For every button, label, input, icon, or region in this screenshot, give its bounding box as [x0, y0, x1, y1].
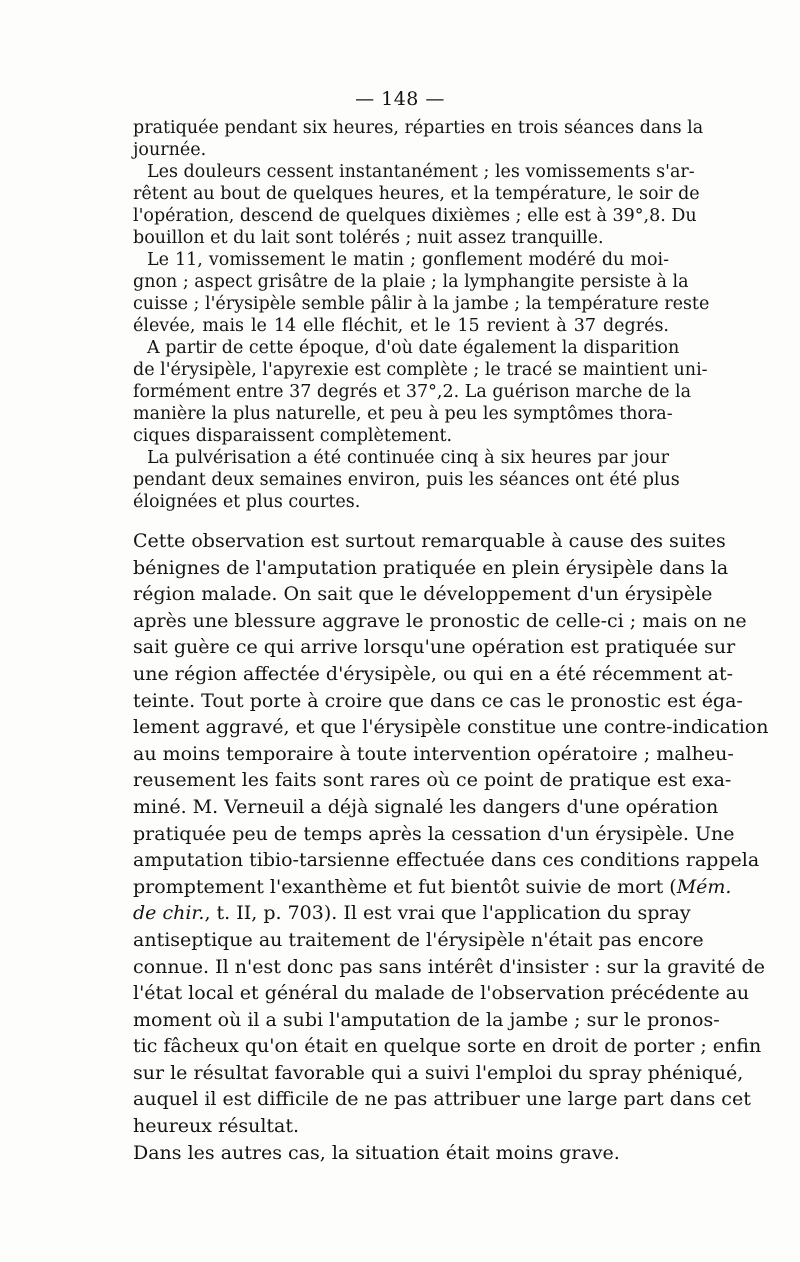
text-fragment: , t. II, p. 703). Il est vrai que l'application du spray	[204, 902, 691, 925]
text-line: l'opération, descend de quelques dixièmes ; elle est à 39°,8. Du	[133, 206, 697, 226]
text-line: La pulvérisation a été continuée cinq à six heures par jour	[147, 448, 669, 468]
text-line: auquel il est difficile de ne pas attribuer une large part dans cet	[133, 1088, 751, 1111]
text-fragment: promptement l'exanthème et fut bientôt suivie de mort (	[133, 875, 677, 898]
page-number: — 148 —	[355, 88, 445, 110]
text-line: de l'érysipèle, l'apyrexie est complète ; le tracé se maintient uni-	[133, 360, 708, 380]
text-line: rêtent au bout de quelques heures, et la température, le soir de	[133, 184, 700, 204]
text-line: A partir de cette époque, d'où date également la disparition	[147, 338, 680, 358]
text-line: pratiquée pendant six heures, réparties en trois séances dans la	[133, 118, 704, 138]
text-line: Cette observation est surtout remarquable à cause des suites	[133, 530, 726, 552]
text-line: antiseptique au traitement de l'érysipèle n'était pas encore	[133, 928, 704, 951]
text-line: Les douleurs cessent instantanément ; les vomissements s'ar-	[147, 162, 695, 182]
text-line: bouillon et du lait sont tolérés ; nuit assez tranquille.	[133, 228, 604, 248]
text-line: teinte. Tout porte à croire que dans ce cas le pronostic est éga-	[133, 689, 743, 712]
text-line: formément entre 37 degrés et 37°,2. La guérison marche de la	[133, 382, 692, 402]
text-line: tic fâcheux qu'on était en quelque sorte en droit de porter ; enfin	[133, 1035, 762, 1058]
text-line: bénignes de l'amputation pratiquée en plein érysipèle dans la	[133, 556, 729, 579]
text-line: après une blessure aggrave le pronostic de celle-ci ; mais on ne	[133, 609, 747, 632]
text-line: sur le résultat favorable qui a suivi l'emploi du spray phéniqué,	[133, 1061, 744, 1084]
reference-title-continued: de chir.	[133, 902, 205, 925]
text-line: une région affectée d'érysipèle, ou qui en a été récemment at-	[133, 662, 734, 685]
text-line: gnon ; aspect grisâtre de la plaie ; la lymphangite persiste à la	[133, 272, 689, 292]
text-line	[133, 874, 732, 901]
text-line: éloignées et plus courtes.	[133, 492, 361, 512]
text-line: lement aggravé, et que l'érysipèle constitue une contre-indication	[133, 716, 769, 739]
text-line: l'état local et général du malade de l'observation précédente au	[133, 982, 750, 1005]
text-line: élevée, mais le 14 elle fléchit, et le 15 revient à 37 degrés.	[133, 316, 669, 336]
text-line: cuisse ; l'érysipèle semble pâlir à la jambe ; la température reste	[133, 294, 710, 314]
text-line: région malade. On sait que le développement d'un érysipèle	[133, 583, 713, 606]
text-line: Le 11, vomissement le matin ; gonflement modéré du moi-	[147, 250, 669, 270]
text-line: sait guère ce qui arrive lorsqu'une opération est pratiquée sur	[133, 636, 736, 659]
text-line: connue. Il n'est donc pas sans intérêt d'insister : sur la gravité de	[133, 955, 765, 978]
text-line: moment où il a subi l'amputation de la jambe ; sur le pronos-	[133, 1008, 720, 1031]
reference-title: Mém.	[676, 875, 732, 898]
text-line: amputation tibio-tarsienne effectuée dans ces conditions rappela	[133, 849, 760, 872]
text-line: ciques disparaissent complètement.	[133, 426, 453, 446]
observation-text	[133, 117, 710, 513]
text-line: journée.	[133, 140, 207, 160]
text-line: manière la plus naturelle, et peu à peu les symptômes thora-	[133, 404, 673, 424]
text-line: pratiquée peu de temps après la cessation d'un érysipèle. Une	[133, 822, 735, 845]
text-line: heureux résultat.	[133, 1115, 300, 1138]
text-line: reusement les faits sont rares où ce point de pratique est exa-	[133, 769, 732, 792]
text-line: Dans les autres cas, la situation était moins grave.	[133, 1141, 620, 1164]
text-line: au moins temporaire à toute intervention opératoire ; malheu-	[133, 742, 734, 765]
commentary-text	[133, 528, 769, 1166]
text-line: pendant deux semaines environ, puis les séances ont été plus	[133, 470, 680, 490]
text-line: miné. M. Verneuil a déjà signalé les dangers d'une opération	[133, 795, 719, 818]
text-line	[133, 900, 691, 927]
